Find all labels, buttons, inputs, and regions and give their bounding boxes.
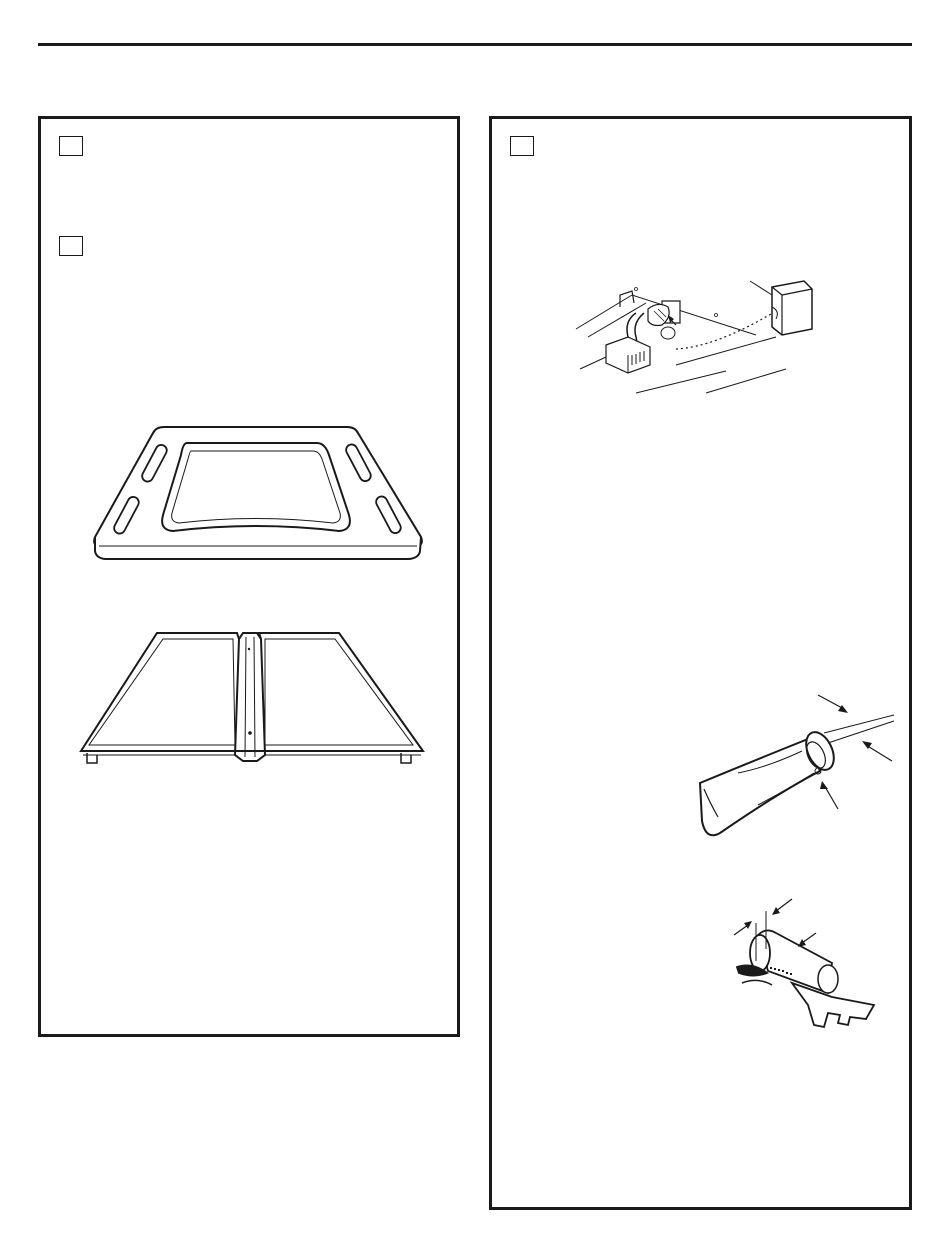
step-checkbox-2[interactable] — [59, 236, 83, 256]
header-rule — [38, 43, 912, 46]
burner-bracket-illustration — [732, 897, 892, 1035]
gas-valve-connection-illustration — [576, 277, 816, 397]
step-checkbox-1[interactable] — [59, 136, 83, 156]
right-instruction-panel — [489, 116, 912, 1210]
pedestal-top-frame-illustration — [91, 425, 423, 563]
pedestal-drawer-panel-illustration — [79, 629, 425, 767]
burner-orifice-tube-illustration — [698, 693, 898, 843]
left-instruction-panel — [38, 116, 460, 1037]
step-checkbox-3[interactable] — [510, 136, 534, 156]
